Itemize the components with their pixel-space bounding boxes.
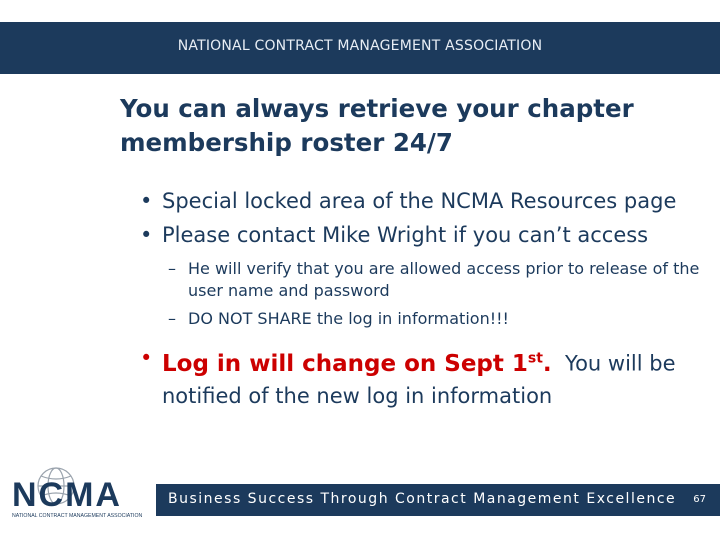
title-line-1: You can always retrieve your chapter (120, 94, 634, 123)
bullet-text: Please contact Mike Wright if you can’t access (162, 223, 649, 247)
page-number: 67 (693, 494, 706, 505)
organization-name: NATIONAL CONTRACT MANAGEMENT ASSOCIATION (177, 38, 543, 54)
sub-bullet-item (140, 258, 710, 302)
highlight-bullet (140, 342, 710, 412)
bullet-text: Special locked area of the NCMA Resources page (162, 189, 677, 213)
bullet-dot-icon: • (140, 346, 153, 370)
title-line-2: membership roster 24/7 (120, 128, 453, 157)
dash-icon: – (168, 309, 176, 328)
logo-subtext: NATIONAL CONTRACT MANAGEMENT ASSOCIATION (12, 513, 143, 519)
highlight-text: Log in will change on Sept 1st. (162, 350, 552, 377)
bullet-dot-icon: • (140, 189, 153, 213)
bullet-list (140, 184, 710, 412)
dash-icon: – (168, 259, 176, 278)
bullet-item (140, 218, 710, 252)
sub-bullet-text: He will verify that you are allowed access prior to release of the user name and password (188, 259, 700, 300)
sub-bullet-item (140, 308, 710, 330)
footer-bar (156, 484, 720, 516)
footer-tagline: Business Success Through Contract Management Excellence (168, 491, 677, 507)
highlight-rest-text: You will be notified of the new log in information (162, 351, 676, 408)
logo-wordmark: NCMA (12, 476, 122, 514)
sub-bullet-text: DO NOT SHARE the log in information!!! (188, 309, 509, 328)
ncma-logo (8, 462, 148, 522)
slide-title (120, 92, 700, 160)
header-bar (0, 22, 720, 74)
bullet-item (140, 184, 710, 218)
bullet-dot-icon: • (140, 223, 153, 247)
